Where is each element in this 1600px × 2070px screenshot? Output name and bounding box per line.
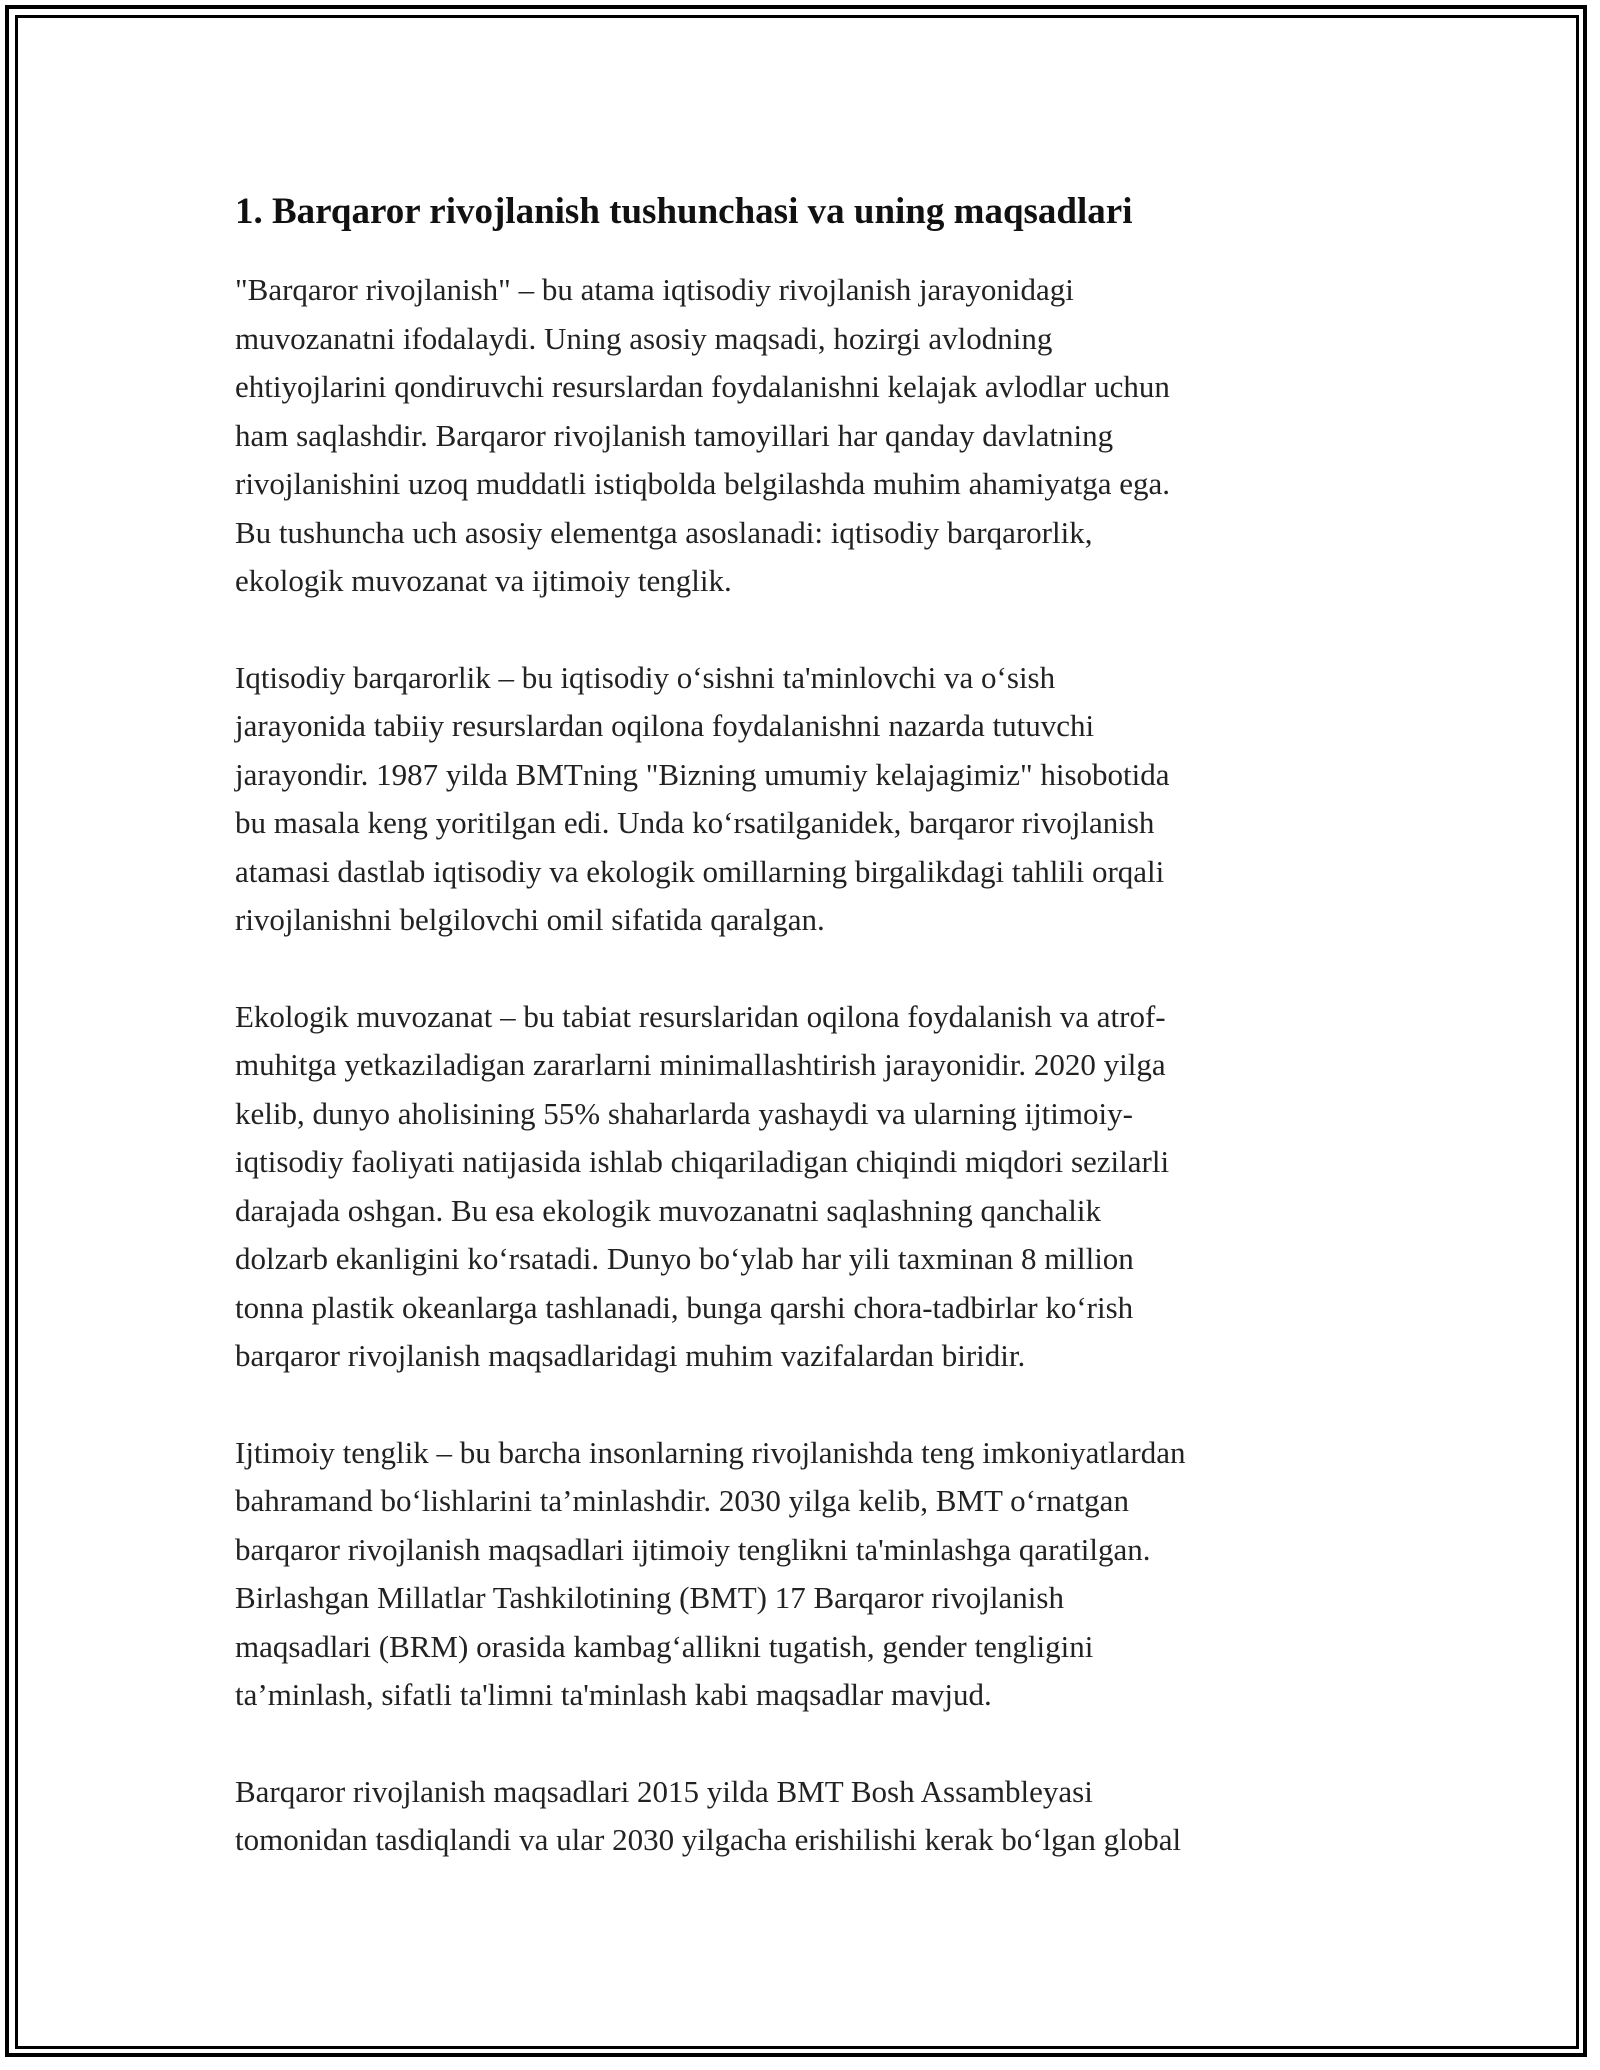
paragraph-line: Birlashgan Millatlar Tashkilotining (BMT) 17 Barqaror rivojlanish [235, 1580, 1064, 1615]
section-title: 1. Barqaror rivojlanish tushunchasi va uning maqsadlari [235, 191, 1133, 232]
paragraph-line: muvozanatni ifodalaydi. Uning asosiy maqsadi, hozirgi avlodning [235, 320, 1053, 356]
paragraph [235, 1768, 1365, 1865]
paragraph [235, 993, 1365, 1381]
paragraph-line: iqtisodiy faoliyati natijasida ishlab chiqariladigan chiqindi miqdori sezilarli [235, 1144, 1170, 1179]
paragraph-line: "Barqaror rivojlanish" – bu atama iqtisodiy rivojlanish jarayonidagi [235, 272, 1074, 307]
paragraph-line: Bu tushuncha uch asosiy elementga asoslanadi: iqtisodiy barqarorlik, [235, 514, 1093, 550]
paragraph-line: atamasi dastlab iqtisodiy va ekologik omillarning birgalikdagi tahlili orqali [235, 853, 1165, 889]
paragraph-line: tomonidan tasdiqlandi va ular 2030 yilgacha erishilishi kerak bo‘lgan global [235, 1822, 1182, 1857]
paragraph-line: barqaror rivojlanish maqsadlaridagi muhim vazifalardan biridir. [235, 1338, 1026, 1373]
paragraph-line: rivojlanishni belgilovchi omil sifatida qaralgan. [235, 902, 825, 937]
paragraph-line: jarayondir. 1987 yilda BMTning "Bizning umumiy kelajagimiz" hisobotida [235, 756, 1170, 792]
paragraph-line: maqsadlari (BRM) orasida kambag‘allikni tugatish, gender tengligini [235, 1628, 1094, 1664]
paragraph-line: ekologik muvozanat va ijtimoiy tenglik. [235, 563, 732, 598]
paragraph-line: darajada oshgan. Bu esa ekologik muvozanatni saqlashning qanchalik [235, 1192, 1102, 1228]
paragraph-line: Barqaror rivojlanish maqsadlari 2015 yilda BMT Bosh Assambleyasi [235, 1773, 1093, 1809]
paragraph-line: muhitga yetkaziladigan zararlarni minimallashtirish jarayonidir. 2020 yilga [235, 1047, 1166, 1082]
paragraph [235, 654, 1365, 945]
paragraph-line: tonna plastik okeanlarga tashlanadi, bunga qarshi chora-tadbirlar ko‘rish [235, 1289, 1134, 1325]
document-body [235, 188, 1365, 1913]
paragraph-line: barqaror rivojlanish maqsadlari ijtimoiy tenglikni ta'minlashga qaratilgan. [235, 1531, 1151, 1567]
paragraph-line: jarayonida tabiiy resurslardan oqilona foydalanishni nazarda tutuvchi [235, 708, 1095, 743]
paragraph [235, 1429, 1365, 1720]
paragraph-line: Ijtimoiy tenglik – bu barcha insonlarning rivojlanishda teng imkoniyatlardan [235, 1434, 1186, 1470]
paragraph-line: ehtiyojlarini qondiruvchi resurslardan foydalanishni kelajak avlodlar uchun [235, 369, 1170, 404]
paragraph-line: bu masala keng yoritilgan edi. Unda ko‘rsatilganidek, barqaror rivojlanish [235, 805, 1155, 840]
paragraph-line: rivojlanishini uzoq muddatli istiqbolda belgilashda muhim ahamiyatga ega. [235, 466, 1170, 501]
paragraph-line: ta’minlash, sifatli ta'limni ta'minlash kabi maqsadlar mavjud. [235, 1677, 992, 1712]
paragraph-list [235, 266, 1365, 1865]
paragraph [235, 266, 1365, 606]
paragraph-line: kelib, dunyo aholisining 55% shaharlarda yashaydi va ularning ijtimoiy- [235, 1095, 1133, 1131]
paragraph-line: Ekologik muvozanat – bu tabiat resurslaridan oqilona foydalanish va atrof- [235, 998, 1166, 1034]
paragraph-line: dolzarb ekanligini ko‘rsatadi. Dunyo bo‘ylab har yili taxminan 8 million [235, 1241, 1134, 1276]
paragraph-line: bahramand bo‘lishlarini ta’minlashdir. 2030 yilga kelib, BMT o‘rnatgan [235, 1483, 1129, 1518]
paragraph-line: Iqtisodiy barqarorlik – bu iqtisodiy o‘sishni ta'minlovchi va o‘sish [235, 659, 1056, 695]
paragraph-line: ham saqlashdir. Barqaror rivojlanish tamoyillari har qanday davlatning [235, 417, 1114, 453]
